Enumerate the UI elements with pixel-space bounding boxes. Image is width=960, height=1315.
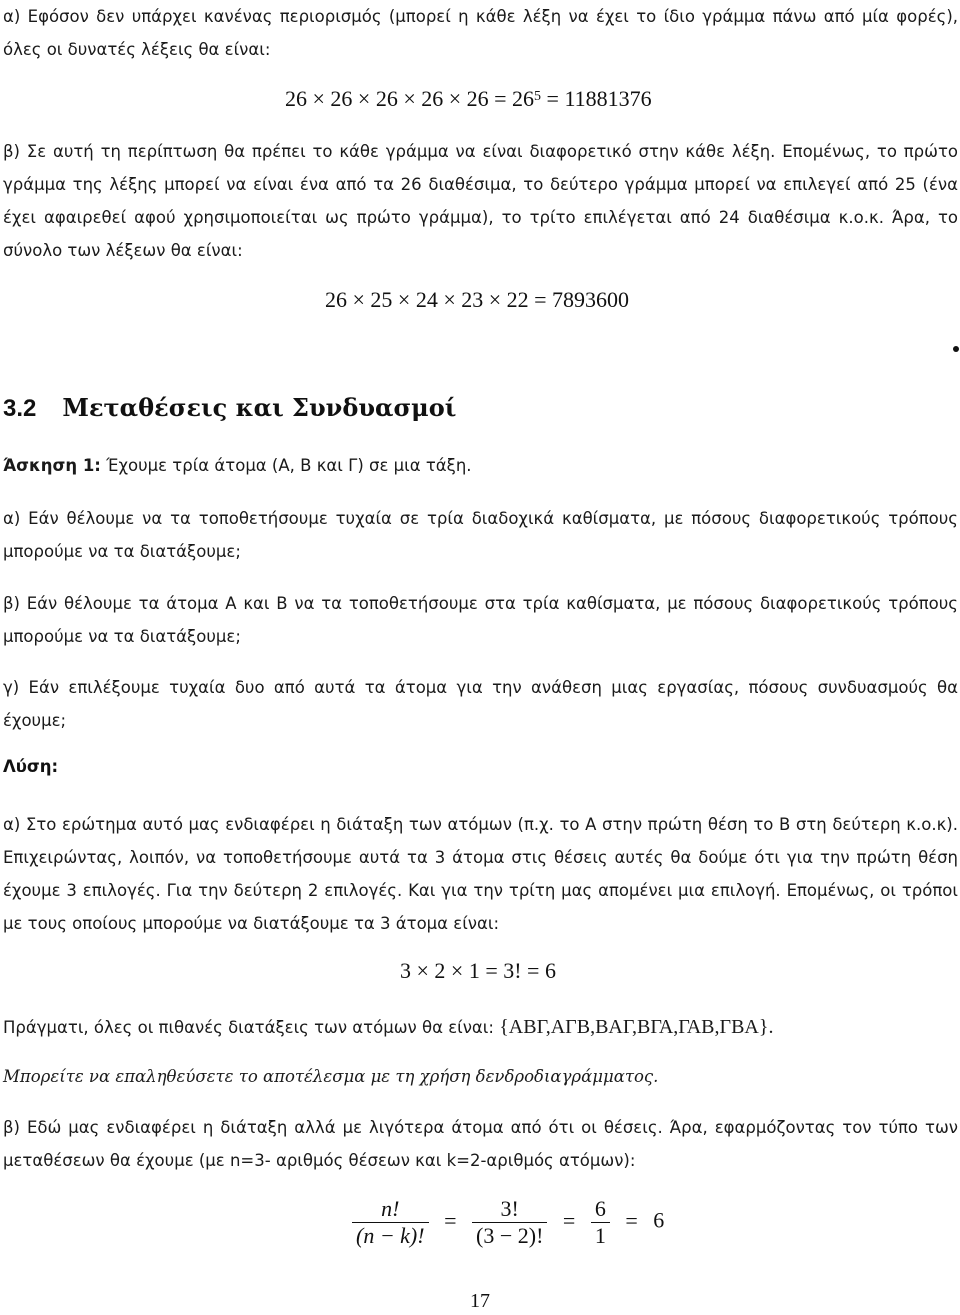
fraction-numerator: 3!: [500, 1196, 519, 1221]
fraction-denominator: (n − k)!: [352, 1222, 429, 1249]
question-a: α) Εάν θέλουμε να τα τοποθετήσουμε τυχαία σε τρία διαδοχικά καθίσματα, με πόσους διαφορετικούς τρόπους μπορούμε να τα διατάξουμε;: [3, 509, 958, 561]
equation-permutation-26: 26 × 25 × 24 × 23 × 22 = 7893600: [325, 287, 630, 312]
solution-b: β) Εδώ μας ενδιαφέρει η διάταξη αλλά με λιγότερα άτομα από ότι οι θέσεις. Άρα, εφαρμόζοντας τον τύπο των μεταθέσεων θα έχουμε (με n=3- αριθμός θέσεων και k=2-αριθμός ατόμων):: [3, 1118, 958, 1170]
equation-26-power-5: [285, 86, 652, 112]
permutations-set: {ΑΒΓ,ΑΓΒ,ΒΑΓ,ΒΓΑ,ΓΑΒ,ΓΒΑ}.: [499, 1016, 774, 1038]
fraction-numerator: 6: [594, 1196, 606, 1221]
solution-a-tree-note: Μπορείτε να επαληθεύσετε το αποτέλεσμα με τη χρήση δενδροδιαγράμματος.: [3, 1067, 659, 1086]
exercise-statement: [3, 449, 958, 482]
equation-factorial-3: 3 × 2 × 1 = 3! = 6: [400, 958, 556, 983]
equation-exponent: 5: [534, 89, 542, 104]
equation-permutation-formula: [352, 1196, 664, 1249]
equals-sign: =: [444, 1207, 457, 1233]
page-number: 17: [470, 1290, 490, 1312]
exercise-label: Άσκηση 1:: [3, 456, 101, 475]
solution-a: α) Στο ερώτημα αυτό μας ενδιαφέρει η διάταξη των ατόμων (π.χ. το Α στην πρώτη θέση το Β στη δεύτερη κ.ο.κ). Επιχειρώντας, λοιπόν, να τοποθετήσουμε αυτά τα 3 άτομα στις θέσεις αυτές θα δούμε ότι για την πρώτη θέση έχουμε 3 επιλογές. Για την δεύτερη 2 επιλογές. Και για την τρίτη μας απομένει μια επιλογή. Επομένως, οι τρόποι με τους οποίους μπορούμε να διατάξουμε τα 3 άτομα είναι:: [3, 815, 958, 933]
solution-a-permutations: [3, 1011, 958, 1044]
equals-sign: =: [625, 1207, 638, 1233]
solution-label: Λύση:: [3, 757, 59, 776]
fraction-denominator: (3 − 2)!: [472, 1222, 547, 1249]
fraction-denominator: 1: [591, 1222, 610, 1249]
permutations-text: Πράγματι, όλες οι πιθανές διατάξεις των ατόμων θα είναι:: [3, 1018, 500, 1037]
section-number: 3.2: [3, 395, 37, 422]
paragraph-b-distinct: β) Σε αυτή τη περίπτωση θα πρέπει το κάθε γράμμα να είναι διαφορετικό στην κάθε λέξη. Επομένως, το πρώτο γράμμα της λέξης μπορεί να είναι ένα από τα 26 διαθέσιμα, το δεύτερο γράμμα μπορεί να επιλεγεί από 25 (ένα έχει αφαιρεθεί αφού χρησιμοποιείται ως πρώτο γράμμα), το τρίτο επιλέγεται από 24 διαθέσιμα κ.ο.κ. Άρα, το σύνολο των λέξεων θα είναι:: [3, 142, 958, 260]
fraction-evaluated: [591, 1196, 610, 1249]
fraction-general: [352, 1196, 429, 1249]
bullet-dot: [953, 346, 959, 352]
equation-result: 6: [653, 1207, 665, 1233]
question-b: β) Εάν θέλουμε τα άτομα Α και Β να τα τοποθετήσουμε στα τρία καθίσματα, με πόσους διαφορετικούς τρόπους μπορούμε να τα διατάξουμε;: [3, 594, 958, 646]
exercise-text: Έχουμε τρία άτομα (Α, Β και Γ) σε μια τάξη.: [100, 456, 472, 475]
paragraph-a-unrestricted: α) Εφόσον δεν υπάρχει κανένας περιορισμός (μπορεί η κάθε λέξη να έχει το ίδιο γράμμα πάνω από μία φορές), όλες οι δυνατές λέξεις θα είναι:: [3, 7, 958, 59]
section-title: Μεταθέσεις και Συνδυασμοί: [62, 393, 457, 422]
equation-lhs: 26 × 26 × 26 × 26 × 26 = 26: [285, 86, 535, 111]
fraction-specific: [472, 1196, 547, 1249]
equation-rhs: = 11881376: [541, 86, 652, 111]
fraction-numerator: n!: [381, 1196, 400, 1221]
question-c: γ) Εάν επιλέξουμε τυχαία δυο από αυτά τα άτομα για την ανάθεση μιας εργασίας, πόσους συνδυασμούς θα έχουμε;: [3, 678, 958, 730]
equals-sign: =: [562, 1207, 576, 1233]
section-heading: [3, 393, 456, 423]
